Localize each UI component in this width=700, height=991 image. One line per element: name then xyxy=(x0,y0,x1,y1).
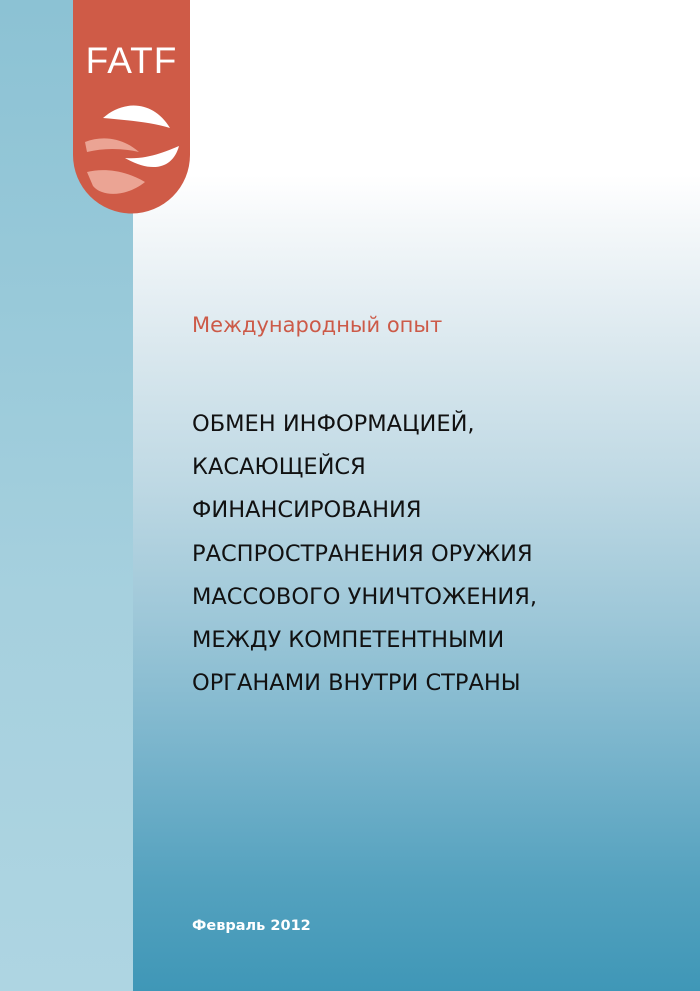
title-line: МАССОВОГО УНИЧТОЖЕНИЯ, xyxy=(192,583,537,610)
title-line: ОБМЕН ИНФОРМАЦИЕЙ, xyxy=(192,411,475,437)
document-subtitle: Международный опыт xyxy=(192,313,443,337)
publication-date: Февраль 2012 xyxy=(192,918,311,934)
title-line: ФИНАНСИРОВАНИЯ xyxy=(192,497,422,524)
logo-text: FATF xyxy=(85,40,178,81)
fatf-logo xyxy=(73,0,190,214)
fatf-globe-emblem-icon xyxy=(73,0,190,214)
title-line: РАСПРОСТРАНЕНИЯ ОРУЖИЯ xyxy=(192,540,533,567)
title-line: ОРГАНАМИ ВНУТРИ СТРАНЫ xyxy=(192,670,521,697)
title-line: МЕЖДУ КОМПЕТЕНТНЫМИ xyxy=(192,627,505,654)
document-title xyxy=(192,403,672,705)
title-line: КАСАЮЩЕЙСЯ xyxy=(192,454,366,481)
